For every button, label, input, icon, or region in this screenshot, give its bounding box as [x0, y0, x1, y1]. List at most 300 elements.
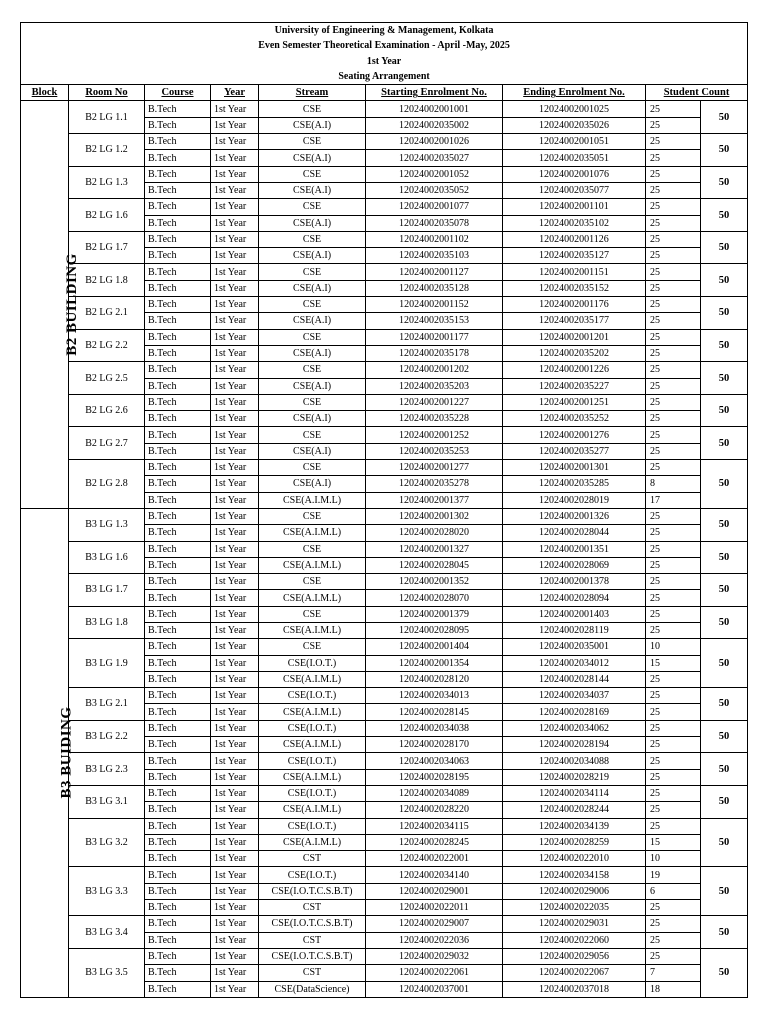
student-count-cell: 25 [646, 411, 701, 427]
student-count-cell: 25 [646, 248, 701, 264]
room-number: B2 LG 1.7 [69, 231, 145, 264]
start-enrolment-cell: 12024002001377 [366, 492, 503, 508]
year-cell: 1st Year [211, 639, 259, 655]
student-count-cell: 25 [646, 231, 701, 247]
room-total: 50 [701, 362, 748, 395]
course-cell: B.Tech [145, 166, 211, 182]
student-count-cell: 10 [646, 851, 701, 867]
student-count-cell: 25 [646, 948, 701, 964]
end-enrolment-cell: 12024002001025 [503, 101, 646, 117]
course-cell: B.Tech [145, 802, 211, 818]
stream-cell: CSE(A.I.M.L) [259, 525, 366, 541]
end-enrolment-cell: 12024002035277 [503, 443, 646, 459]
course-cell: B.Tech [145, 150, 211, 166]
stream-cell: CSE(I.O.T.) [259, 753, 366, 769]
end-enrolment-cell: 12024002022010 [503, 851, 646, 867]
room-total: 50 [701, 753, 748, 786]
stream-cell: CSE(I.O.T.) [259, 655, 366, 671]
table-row [21, 720, 748, 736]
end-enrolment-cell: 12024002035051 [503, 150, 646, 166]
year-cell: 1st Year [211, 981, 259, 997]
end-enrolment-cell: 12024002029056 [503, 948, 646, 964]
start-enrolment-cell: 12024002035078 [366, 215, 503, 231]
room-total: 50 [701, 297, 748, 330]
end-enrolment-cell: 12024002034037 [503, 688, 646, 704]
student-count-cell: 18 [646, 981, 701, 997]
column-header-count: Student Count [646, 85, 748, 101]
stream-cell: CSE [259, 297, 366, 313]
stream-cell: CST [259, 851, 366, 867]
start-enrolment-cell: 12024002035228 [366, 411, 503, 427]
course-cell: B.Tech [145, 378, 211, 394]
course-cell: B.Tech [145, 329, 211, 345]
end-enrolment-cell: 12024002001351 [503, 541, 646, 557]
room-number: B3 LG 1.6 [69, 541, 145, 574]
start-enrolment-cell: 12024002028120 [366, 671, 503, 687]
table-row [21, 231, 748, 247]
student-count-cell: 25 [646, 753, 701, 769]
start-enrolment-cell: 12024002001026 [366, 134, 503, 150]
column-header-stream: Stream [259, 85, 366, 101]
end-enrolment-cell: 12024002028194 [503, 737, 646, 753]
student-count-cell: 19 [646, 867, 701, 883]
course-cell: B.Tech [145, 394, 211, 410]
start-enrolment-cell: 12024002034140 [366, 867, 503, 883]
student-count-cell: 25 [646, 622, 701, 638]
room-number: B3 LG 3.3 [69, 867, 145, 916]
start-enrolment-cell: 12024002001379 [366, 606, 503, 622]
course-cell: B.Tech [145, 101, 211, 117]
stream-cell: CSE(DataScience) [259, 981, 366, 997]
end-enrolment-cell: 12024002034088 [503, 753, 646, 769]
start-enrolment-cell: 12024002034013 [366, 688, 503, 704]
stream-cell: CSE(A.I.M.L) [259, 557, 366, 573]
start-enrolment-cell: 12024002001202 [366, 362, 503, 378]
stream-cell: CSE(A.I) [259, 280, 366, 296]
course-cell: B.Tech [145, 248, 211, 264]
course-cell: B.Tech [145, 427, 211, 443]
stream-cell: CSE(A.I) [259, 117, 366, 133]
stream-cell: CSE [259, 166, 366, 182]
start-enrolment-cell: 12024002028020 [366, 525, 503, 541]
stream-cell: CSE [259, 541, 366, 557]
course-cell: B.Tech [145, 916, 211, 932]
stream-cell: CSE(A.I.M.L) [259, 834, 366, 850]
year-cell: 1st Year [211, 802, 259, 818]
student-count-cell: 25 [646, 704, 701, 720]
end-enrolment-cell: 12024002035127 [503, 248, 646, 264]
room-number: B3 LG 1.7 [69, 574, 145, 607]
stream-cell: CST [259, 965, 366, 981]
year-cell: 1st Year [211, 508, 259, 524]
year-title: 1st Year [21, 54, 748, 69]
column-header-start: Starting Enrolment No. [366, 85, 503, 101]
start-enrolment-cell: 12024002022001 [366, 851, 503, 867]
start-enrolment-cell: 12024002022011 [366, 900, 503, 916]
table-row [21, 199, 748, 215]
stream-cell: CSE [259, 134, 366, 150]
stream-cell: CSE [259, 639, 366, 655]
start-enrolment-cell: 12024002001227 [366, 394, 503, 410]
end-enrolment-cell: 12024002034062 [503, 720, 646, 736]
year-cell: 1st Year [211, 753, 259, 769]
course-cell: B.Tech [145, 704, 211, 720]
stream-cell: CSE [259, 460, 366, 476]
course-cell: B.Tech [145, 867, 211, 883]
start-enrolment-cell: 12024002035052 [366, 182, 503, 198]
course-cell: B.Tech [145, 541, 211, 557]
end-enrolment-cell: 12024002001226 [503, 362, 646, 378]
year-cell: 1st Year [211, 150, 259, 166]
room-total: 50 [701, 785, 748, 818]
table-row [21, 264, 748, 280]
end-enrolment-cell: 12024002035202 [503, 345, 646, 361]
year-cell: 1st Year [211, 460, 259, 476]
year-cell: 1st Year [211, 671, 259, 687]
block-name [21, 508, 75, 997]
room-number: B3 LG 2.2 [69, 720, 145, 753]
stream-cell: CSE [259, 362, 366, 378]
student-count-cell: 25 [646, 590, 701, 606]
course-cell: B.Tech [145, 345, 211, 361]
year-cell: 1st Year [211, 590, 259, 606]
start-enrolment-cell: 12024002001277 [366, 460, 503, 476]
start-enrolment-cell: 12024002001302 [366, 508, 503, 524]
column-header-course: Course [145, 85, 211, 101]
table-row [21, 606, 748, 622]
year-cell: 1st Year [211, 264, 259, 280]
course-cell: B.Tech [145, 655, 211, 671]
stream-cell: CSE(A.I.M.L) [259, 802, 366, 818]
end-enrolment-cell: 12024002001326 [503, 508, 646, 524]
start-enrolment-cell: 12024002028145 [366, 704, 503, 720]
room-number: B2 LG 2.1 [69, 297, 145, 330]
table-row [21, 362, 748, 378]
student-count-cell: 25 [646, 769, 701, 785]
student-count-cell: 7 [646, 965, 701, 981]
student-count-cell: 25 [646, 313, 701, 329]
room-total: 50 [701, 688, 748, 721]
stream-cell: CSE [259, 231, 366, 247]
stream-cell: CSE(A.I.M.L) [259, 671, 366, 687]
start-enrolment-cell: 12024002028245 [366, 834, 503, 850]
start-enrolment-cell: 12024002034115 [366, 818, 503, 834]
start-enrolment-cell: 12024002037001 [366, 981, 503, 997]
stream-cell: CSE [259, 427, 366, 443]
year-cell: 1st Year [211, 900, 259, 916]
end-enrolment-cell: 12024002035102 [503, 215, 646, 231]
stream-cell: CSE(A.I) [259, 345, 366, 361]
year-cell: 1st Year [211, 215, 259, 231]
start-enrolment-cell: 12024002001252 [366, 427, 503, 443]
course-cell: B.Tech [145, 606, 211, 622]
start-enrolment-cell: 12024002029007 [366, 916, 503, 932]
year-cell: 1st Year [211, 655, 259, 671]
stream-cell: CSE [259, 199, 366, 215]
course-cell: B.Tech [145, 362, 211, 378]
stream-cell: CSE(I.O.T.) [259, 818, 366, 834]
room-total: 50 [701, 427, 748, 460]
course-cell: B.Tech [145, 818, 211, 834]
room-total: 50 [701, 329, 748, 362]
start-enrolment-cell: 12024002035103 [366, 248, 503, 264]
course-cell: B.Tech [145, 671, 211, 687]
student-count-cell: 25 [646, 541, 701, 557]
room-number: B3 LG 1.3 [69, 508, 145, 541]
year-cell: 1st Year [211, 622, 259, 638]
block-label: B3 BUIDING [58, 706, 75, 799]
end-enrolment-cell: 12024002001101 [503, 199, 646, 215]
year-cell: 1st Year [211, 313, 259, 329]
room-number: B3 LG 3.5 [69, 948, 145, 997]
year-cell: 1st Year [211, 182, 259, 198]
end-enrolment-cell: 12024002028119 [503, 622, 646, 638]
stream-cell: CSE(I.O.T.) [259, 785, 366, 801]
course-cell: B.Tech [145, 785, 211, 801]
year-cell: 1st Year [211, 851, 259, 867]
room-total: 50 [701, 134, 748, 167]
year-cell: 1st Year [211, 932, 259, 948]
start-enrolment-cell: 12024002035278 [366, 476, 503, 492]
table-row [21, 541, 748, 557]
table-row [21, 394, 748, 410]
year-cell: 1st Year [211, 818, 259, 834]
start-enrolment-cell: 12024002001177 [366, 329, 503, 345]
year-cell: 1st Year [211, 166, 259, 182]
room-total: 50 [701, 606, 748, 639]
end-enrolment-cell: 12024002028144 [503, 671, 646, 687]
course-cell: B.Tech [145, 557, 211, 573]
end-enrolment-cell: 12024002029031 [503, 916, 646, 932]
student-count-cell: 25 [646, 329, 701, 345]
room-total: 50 [701, 199, 748, 232]
course-cell: B.Tech [145, 199, 211, 215]
start-enrolment-cell: 12024002034038 [366, 720, 503, 736]
end-enrolment-cell: 12024002001251 [503, 394, 646, 410]
end-enrolment-cell: 12024002034158 [503, 867, 646, 883]
start-enrolment-cell: 12024002035128 [366, 280, 503, 296]
student-count-cell: 25 [646, 117, 701, 133]
block-name [21, 101, 80, 508]
end-enrolment-cell: 12024002035001 [503, 639, 646, 655]
end-enrolment-cell: 12024002028069 [503, 557, 646, 573]
start-enrolment-cell: 12024002035153 [366, 313, 503, 329]
course-cell: B.Tech [145, 622, 211, 638]
end-enrolment-cell: 12024002028044 [503, 525, 646, 541]
year-cell: 1st Year [211, 411, 259, 427]
end-enrolment-cell: 12024002035252 [503, 411, 646, 427]
room-total: 50 [701, 574, 748, 607]
start-enrolment-cell: 12024002035027 [366, 150, 503, 166]
course-cell: B.Tech [145, 769, 211, 785]
block-label: B2 BUILDING [63, 253, 80, 356]
course-cell: B.Tech [145, 264, 211, 280]
student-count-cell: 25 [646, 182, 701, 198]
room-number: B2 LG 2.7 [69, 427, 145, 460]
course-cell: B.Tech [145, 411, 211, 427]
start-enrolment-cell: 12024002001352 [366, 574, 503, 590]
student-count-cell: 25 [646, 932, 701, 948]
course-cell: B.Tech [145, 313, 211, 329]
room-total: 50 [701, 460, 748, 509]
stream-cell: CSE(A.I) [259, 378, 366, 394]
stream-cell: CSE(A.I.M.L) [259, 590, 366, 606]
start-enrolment-cell: 12024002028045 [366, 557, 503, 573]
end-enrolment-cell: 12024002037018 [503, 981, 646, 997]
room-number: B3 LG 1.8 [69, 606, 145, 639]
course-cell: B.Tech [145, 476, 211, 492]
table-row [21, 818, 748, 834]
end-enrolment-cell: 12024002035177 [503, 313, 646, 329]
end-enrolment-cell: 12024002029006 [503, 883, 646, 899]
year-cell: 1st Year [211, 704, 259, 720]
year-cell: 1st Year [211, 394, 259, 410]
room-total: 50 [701, 818, 748, 867]
table-row [21, 329, 748, 345]
year-cell: 1st Year [211, 541, 259, 557]
column-header-room: Room No [69, 85, 145, 101]
table-row [21, 427, 748, 443]
year-cell: 1st Year [211, 297, 259, 313]
end-enrolment-cell: 12024002022060 [503, 932, 646, 948]
stream-cell: CSE(I.O.T.) [259, 867, 366, 883]
document-title: Seating Arrangement [21, 69, 748, 85]
course-cell: B.Tech [145, 231, 211, 247]
course-cell: B.Tech [145, 981, 211, 997]
year-cell: 1st Year [211, 231, 259, 247]
end-enrolment-cell: 12024002001301 [503, 460, 646, 476]
start-enrolment-cell: 12024002022036 [366, 932, 503, 948]
student-count-cell: 25 [646, 264, 701, 280]
room-number: B2 LG 2.6 [69, 394, 145, 427]
course-cell: B.Tech [145, 297, 211, 313]
course-cell: B.Tech [145, 737, 211, 753]
student-count-cell: 15 [646, 655, 701, 671]
student-count-cell: 25 [646, 166, 701, 182]
table-row [21, 948, 748, 964]
year-cell: 1st Year [211, 492, 259, 508]
end-enrolment-cell: 12024002028169 [503, 704, 646, 720]
end-enrolment-cell: 12024002001151 [503, 264, 646, 280]
start-enrolment-cell: 12024002034063 [366, 753, 503, 769]
table-row [21, 916, 748, 932]
student-count-cell: 17 [646, 492, 701, 508]
stream-cell: CSE(I.O.T.) [259, 688, 366, 704]
start-enrolment-cell: 12024002001001 [366, 101, 503, 117]
year-cell: 1st Year [211, 737, 259, 753]
start-enrolment-cell: 12024002028095 [366, 622, 503, 638]
room-total: 50 [701, 508, 748, 541]
end-enrolment-cell: 12024002028219 [503, 769, 646, 785]
student-count-cell: 10 [646, 639, 701, 655]
stream-cell: CSE(A.I) [259, 411, 366, 427]
stream-cell: CSE(A.I) [259, 248, 366, 264]
student-count-cell: 25 [646, 199, 701, 215]
year-cell: 1st Year [211, 916, 259, 932]
course-cell: B.Tech [145, 965, 211, 981]
start-enrolment-cell: 12024002035203 [366, 378, 503, 394]
table-row [21, 101, 748, 117]
course-cell: B.Tech [145, 525, 211, 541]
course-cell: B.Tech [145, 280, 211, 296]
table-row [21, 785, 748, 801]
room-number: B2 LG 1.6 [69, 199, 145, 232]
year-cell: 1st Year [211, 280, 259, 296]
stream-cell: CSE(A.I) [259, 215, 366, 231]
start-enrolment-cell: 12024002028170 [366, 737, 503, 753]
course-cell: B.Tech [145, 117, 211, 133]
student-count-cell: 25 [646, 916, 701, 932]
end-enrolment-cell: 12024002028094 [503, 590, 646, 606]
start-enrolment-cell: 12024002001327 [366, 541, 503, 557]
end-enrolment-cell: 12024002001051 [503, 134, 646, 150]
course-cell: B.Tech [145, 134, 211, 150]
start-enrolment-cell: 12024002035178 [366, 345, 503, 361]
student-count-cell: 25 [646, 720, 701, 736]
end-enrolment-cell: 12024002001176 [503, 297, 646, 313]
student-count-cell: 25 [646, 394, 701, 410]
column-header-year: Year [211, 85, 259, 101]
stream-cell: CSE(A.I.M.L) [259, 704, 366, 720]
stream-cell: CSE(A.I.M.L) [259, 622, 366, 638]
student-count-cell: 25 [646, 802, 701, 818]
start-enrolment-cell: 12024002001127 [366, 264, 503, 280]
end-enrolment-cell: 12024002035227 [503, 378, 646, 394]
stream-cell: CSE(I.O.T.C.S.B.T) [259, 916, 366, 932]
end-enrolment-cell: 12024002035285 [503, 476, 646, 492]
course-cell: B.Tech [145, 900, 211, 916]
year-cell: 1st Year [211, 769, 259, 785]
start-enrolment-cell: 12024002035002 [366, 117, 503, 133]
start-enrolment-cell: 12024002001052 [366, 166, 503, 182]
room-number: B3 LG 2.1 [69, 688, 145, 721]
course-cell: B.Tech [145, 851, 211, 867]
year-cell: 1st Year [211, 606, 259, 622]
room-number: B2 LG 2.5 [69, 362, 145, 395]
start-enrolment-cell: 12024002001152 [366, 297, 503, 313]
stream-cell: CST [259, 900, 366, 916]
end-enrolment-cell: 12024002001403 [503, 606, 646, 622]
student-count-cell: 25 [646, 525, 701, 541]
room-number: B2 LG 2.2 [69, 329, 145, 362]
table-row [21, 508, 748, 524]
stream-cell: CSE [259, 606, 366, 622]
course-cell: B.Tech [145, 753, 211, 769]
stream-cell: CSE(I.O.T.) [259, 720, 366, 736]
stream-cell: CSE(A.I) [259, 443, 366, 459]
course-cell: B.Tech [145, 574, 211, 590]
start-enrolment-cell: 12024002035253 [366, 443, 503, 459]
exam-title: Even Semester Theoretical Examination - April -May, 2025 [21, 38, 748, 53]
end-enrolment-cell: 12024002034139 [503, 818, 646, 834]
start-enrolment-cell: 12024002001404 [366, 639, 503, 655]
year-cell: 1st Year [211, 199, 259, 215]
student-count-cell: 25 [646, 818, 701, 834]
year-cell: 1st Year [211, 101, 259, 117]
student-count-cell: 25 [646, 297, 701, 313]
year-cell: 1st Year [211, 476, 259, 492]
end-enrolment-cell: 12024002022035 [503, 900, 646, 916]
year-cell: 1st Year [211, 117, 259, 133]
stream-cell: CSE [259, 101, 366, 117]
column-header-end: Ending Enrolment No. [503, 85, 646, 101]
course-cell: B.Tech [145, 639, 211, 655]
room-number: B2 LG 1.2 [69, 134, 145, 167]
room-number: B2 LG 1.3 [69, 166, 145, 199]
end-enrolment-cell: 12024002035026 [503, 117, 646, 133]
student-count-cell: 25 [646, 280, 701, 296]
room-number: B2 LG 1.1 [69, 101, 145, 134]
